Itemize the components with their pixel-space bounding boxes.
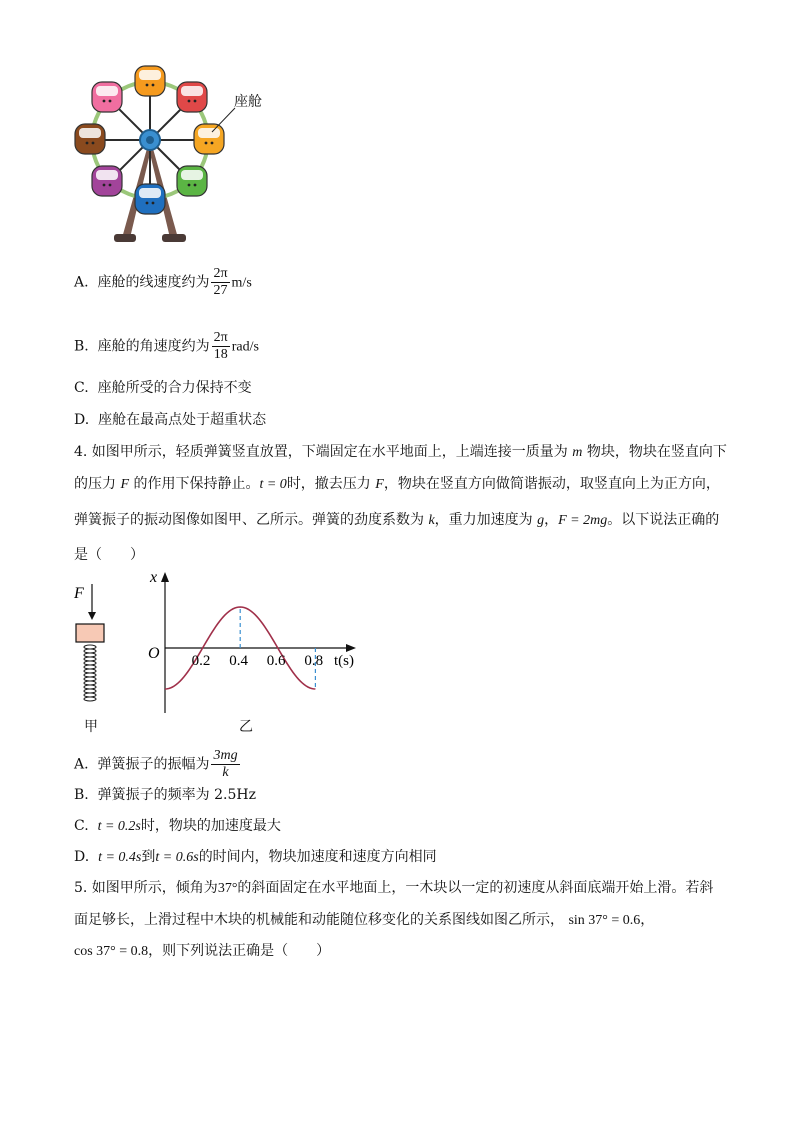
q4-line3 — [74, 510, 719, 531]
q4-text: 是（ ） — [74, 547, 144, 563]
t-axis-label: t(s) — [334, 653, 354, 669]
option-prefix: D. — [74, 849, 90, 865]
option-3c — [74, 378, 252, 398]
q4-text: 弹簧振子的振动图像如图甲、乙所示。弹簧的劲度系数为 — [74, 512, 424, 528]
q5-sin-value: sin 37° = 0.6 — [568, 913, 641, 928]
q4-text: ，物块在竖直方向做简谐振动，取竖直向上为正方向， — [383, 476, 720, 492]
q4-text: 。以下说法正确的 — [607, 512, 720, 528]
option-4a — [74, 748, 242, 781]
option-text: 弹簧振子的振幅为 — [97, 756, 210, 773]
option-prefix: C. — [74, 380, 89, 396]
option-prefix: B. — [74, 787, 89, 803]
force-label: F — [74, 585, 84, 602]
q4-line1 — [74, 442, 727, 463]
q4-k-symbol: k — [428, 513, 435, 528]
x-tick-label: 0.2 — [191, 653, 211, 669]
option-text: 的时间内，物块加速度和速度方向相同 — [198, 849, 437, 865]
option-text: 座舱的角速度约为 — [97, 338, 210, 355]
option-4b — [74, 785, 256, 805]
option-3b — [74, 330, 259, 363]
q4-text: 物块，物块在竖直向下 — [586, 444, 727, 460]
caption-left: 甲 — [84, 719, 98, 735]
cabin-label: 座舱 — [234, 94, 262, 110]
q5-text: ， — [640, 912, 655, 928]
option-4c — [74, 816, 281, 837]
option-text: 时，物块的加速度最大 — [140, 818, 281, 834]
time-value: t = 0.4s — [98, 850, 142, 865]
q5-line3 — [74, 941, 330, 962]
oscillation-chart — [140, 568, 370, 718]
fraction-denominator: k — [222, 765, 229, 780]
fraction-numerator: 2π — [213, 330, 228, 345]
q4-force-symbol: F — [375, 477, 384, 492]
q4-g-symbol: g — [537, 513, 545, 528]
fraction-numerator: 3mg — [213, 748, 238, 763]
option-text: 到 — [141, 849, 156, 865]
q4-text: ， — [544, 512, 559, 528]
caption-right: 乙 — [239, 719, 253, 735]
q5-text: 面足够长，上滑过程中木块的机械能和动能随位移变化的关系图线如图乙所示， — [74, 912, 564, 928]
y-axis-label: x — [150, 569, 158, 586]
q5-text: 5. 如图甲所示，倾角为 — [74, 880, 218, 896]
q5-angle: 37° — [217, 881, 238, 896]
q4-line4 — [74, 545, 144, 565]
fraction — [212, 330, 230, 363]
q5-text: 的斜面固定在水平地面上，一木块以一定的初速度从斜面底端开始上滑。若斜 — [237, 880, 714, 896]
origin-label: O — [148, 645, 160, 662]
fraction-denominator: 27 — [213, 283, 228, 298]
time-value: t = 0.6s — [155, 850, 199, 865]
unit: rad/s — [231, 339, 259, 355]
ferris-wheel-figure — [70, 60, 280, 250]
fraction-numerator: 2π — [213, 266, 228, 281]
q4-line2 — [74, 474, 720, 495]
option-3d — [74, 410, 266, 430]
y-axis-arrow — [161, 572, 169, 582]
q4-text: 4. 如图甲所示，轻质弹簧竖直放置，下端固定在水平地面上，上端连接一质量为 — [74, 444, 568, 460]
x-tick-label: 0.6 — [266, 653, 286, 669]
option-text: 座舱的线速度约为 — [97, 274, 210, 291]
option-prefix: C. — [74, 818, 89, 834]
q4-time-zero: t = 0 — [259, 477, 287, 492]
q4-text: 的作用下保持静止。 — [133, 476, 260, 492]
q4-force-equation: F = 2mg — [558, 513, 608, 528]
option-prefix: D. — [74, 412, 90, 428]
q5-cos-value: cos 37° = 0.8 — [74, 944, 149, 959]
fraction — [211, 748, 239, 781]
option-prefix: B. — [74, 338, 89, 355]
q4-text: ，重力加速度为 — [434, 512, 533, 528]
option-prefix: A. — [74, 756, 89, 773]
time-value: t = 0.2s — [97, 819, 141, 834]
option-text: 弹簧振子的频率为 2.5Hz — [97, 787, 256, 803]
x-tick-label: 0.4 — [229, 653, 248, 669]
unit: m/s — [231, 275, 252, 291]
option-text: 座舱所受的合力保持不变 — [97, 380, 252, 396]
fraction-denominator: 18 — [213, 347, 228, 362]
x-tick-label: 0.8 — [304, 653, 324, 669]
option-4d — [74, 847, 437, 868]
option-text: 座舱在最高点处于超重状态 — [98, 412, 267, 428]
q5-line2 — [74, 910, 654, 931]
q4-text: 时，撤去压力 — [286, 476, 371, 492]
q5-line1 — [74, 878, 713, 899]
spring-figure — [68, 580, 128, 720]
q5-text: ，则下列说法正确是（ ） — [148, 943, 331, 959]
q4-mass-symbol: m — [572, 445, 583, 460]
fraction — [211, 266, 229, 299]
q4-text: 的压力 — [74, 476, 116, 492]
option-prefix: A. — [74, 274, 89, 291]
q4-force-symbol: F — [120, 477, 130, 492]
option-3a — [74, 266, 252, 299]
t-axis-arrow — [346, 644, 356, 652]
